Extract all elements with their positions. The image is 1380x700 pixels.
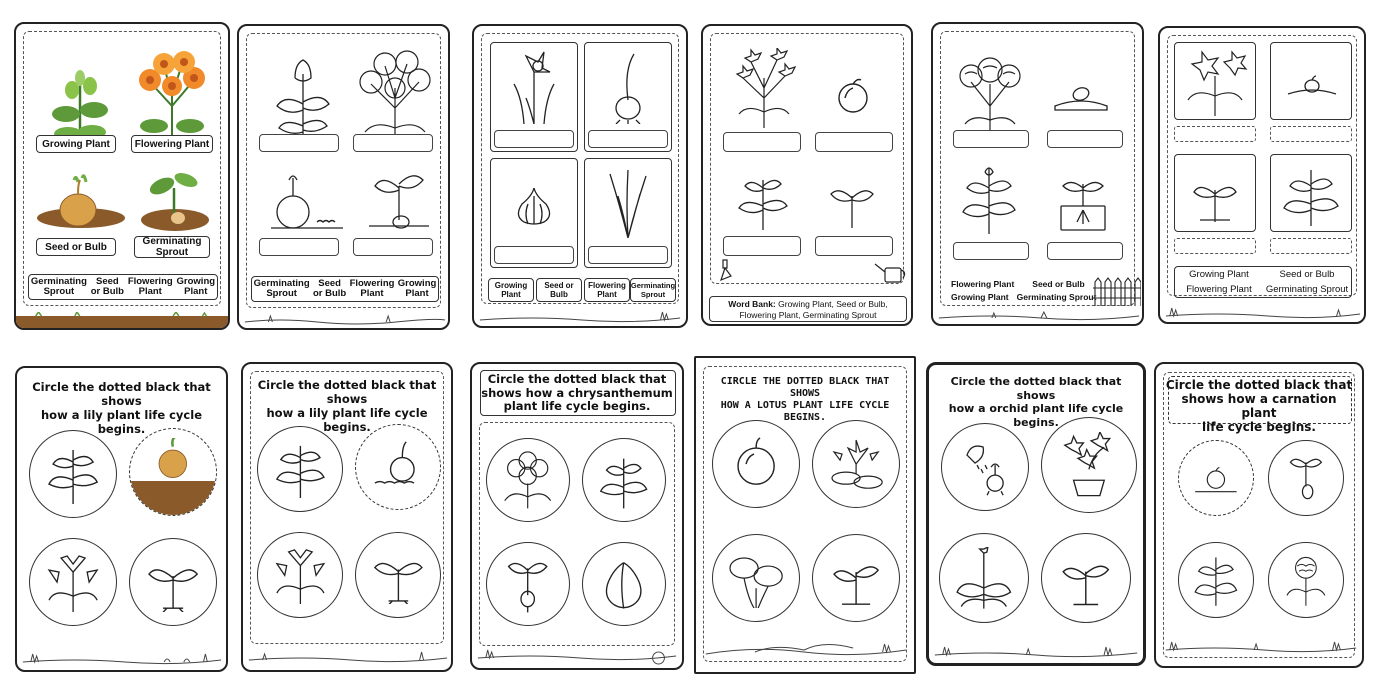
bank-entry: Seed or Bulb: [1032, 279, 1085, 289]
watering-can-icon: [873, 260, 907, 284]
worksheet-card-carnation: [1154, 362, 1364, 668]
bank-tile-germinating: Germinating Sprout: [630, 278, 676, 302]
picture-circle-dotted[interactable]: [129, 428, 217, 516]
picture-circle[interactable]: [1041, 533, 1131, 623]
picture-circle[interactable]: [29, 430, 117, 518]
leafy-shoot-icon: [606, 166, 650, 238]
worksheet-title: Circle the dotted black that shows how a lily plant life cycle begins.: [32, 380, 211, 436]
picture-circle[interactable]: [129, 538, 217, 626]
picture-circle[interactable]: [712, 420, 800, 508]
worksheet-card-orchid: [926, 362, 1146, 666]
answer-box[interactable]: [353, 134, 433, 152]
bulb-color-icon: [36, 174, 126, 230]
picture-circle[interactable]: [486, 438, 570, 522]
bank-entry: Flowering Plant: [1186, 283, 1252, 295]
answer-box[interactable]: [953, 130, 1029, 148]
picture-circle[interactable]: [1268, 440, 1344, 516]
sprout-outline-icon: [369, 168, 429, 232]
answer-box[interactable]: [953, 242, 1029, 260]
answer-box[interactable]: [494, 246, 574, 264]
worksheet-title: Circle the dotted black that shows how a chrysanthemum plant life cycle begins.: [481, 372, 673, 413]
bank-tile-growing: Growing Plant: [488, 278, 534, 302]
picture-circle[interactable]: [1041, 417, 1137, 513]
picture-circle[interactable]: [486, 542, 570, 626]
answer-box[interactable]: [1174, 126, 1256, 142]
picture-circle[interactable]: [712, 534, 800, 622]
bank-entry: Germinating Sprout: [253, 277, 310, 299]
label-growing-plant: Growing Plant: [36, 135, 116, 153]
bank-entry: Seed or Bulb: [90, 275, 124, 297]
bank-entry: Flowering Plant: [349, 277, 395, 299]
leafy-plant-icon: [959, 164, 1019, 234]
worksheet-title: Circle the dotted black that shows how a lily plant life cycle begins.: [257, 378, 437, 434]
word-bank-line: Word Bank: Growing Plant, Seed or Bulb,: [728, 299, 888, 309]
ground-doodle: [474, 306, 686, 326]
picture-circle-dotted[interactable]: [355, 424, 441, 510]
answer-box[interactable]: [815, 236, 893, 256]
ground-doodle: [1156, 628, 1362, 658]
worksheet-card-4: [701, 24, 913, 326]
flowering-bush-icon: [731, 48, 797, 128]
word-bank-box: [1174, 266, 1352, 298]
label-text-line: Sprout: [155, 247, 189, 258]
ground-doodle: [239, 310, 448, 328]
bank-tile-flowering: Flowering Plant: [584, 278, 630, 302]
ground-doodle: [243, 642, 451, 670]
worksheet-title: Circle the dotted black that shows how a carnation plant life cycle begins.: [1165, 378, 1353, 434]
flowering-plant-outline-icon: [355, 48, 435, 148]
answer-box[interactable]: [1270, 238, 1352, 254]
round-bulb-icon: [833, 76, 873, 116]
picture-circle[interactable]: [1178, 542, 1254, 618]
picture-circle[interactable]: [582, 438, 666, 522]
bank-entry: Germinating Sprout: [1016, 292, 1097, 302]
answer-box[interactable]: [353, 238, 433, 256]
hibiscus-plant-icon: [1182, 46, 1248, 116]
worksheet-card-1: [14, 22, 230, 330]
answer-box[interactable]: [1047, 130, 1123, 148]
bank-entry: Seed or Bulb: [1279, 269, 1335, 280]
seedling-icon: [827, 178, 877, 228]
soil-strip: [16, 312, 228, 328]
label-germinating-sprout: [134, 236, 210, 258]
bulb-outline-icon: [267, 172, 347, 230]
young-plant-icon: [735, 170, 791, 230]
worksheet-title: Circle the dotted black that shows how a orchid plant life cycle begins.: [948, 375, 1124, 429]
bank-entry: Seed or Bulb: [312, 277, 347, 299]
picture-circle[interactable]: [939, 533, 1029, 623]
bank-entry: Flowering Plant: [127, 275, 173, 297]
picture-circle[interactable]: [941, 423, 1029, 511]
seed-on-soil-icon: [1051, 78, 1111, 114]
trowel-icon: [717, 258, 735, 282]
ground-doodle: [696, 626, 914, 664]
ground-doodle: [472, 642, 682, 668]
seedling-icon: [1190, 172, 1240, 222]
answer-box[interactable]: [588, 246, 668, 264]
worksheet-card-lily-2: [241, 362, 453, 672]
worksheet-card-chrysanthemum: [470, 362, 684, 670]
worksheet-card-lotus: [694, 356, 916, 674]
ground-doodle: [929, 633, 1143, 663]
answer-box[interactable]: [723, 132, 801, 152]
answer-box[interactable]: [1270, 126, 1352, 142]
answer-box[interactable]: [1047, 242, 1123, 260]
worksheet-card-3: [472, 24, 688, 328]
answer-box[interactable]: [259, 238, 339, 256]
word-bank-box: [251, 276, 439, 302]
answer-box[interactable]: [588, 130, 668, 148]
picture-circle[interactable]: [355, 532, 441, 618]
bank-entry: Growing Plant: [397, 277, 437, 299]
worksheet-card-2: [237, 24, 450, 330]
carnation-plant-icon: [955, 54, 1025, 134]
garlic-bulb-icon: [514, 186, 554, 226]
picture-circle[interactable]: [812, 534, 900, 622]
picture-circle-dotted[interactable]: [1178, 440, 1254, 516]
worksheet-card-6: [1158, 26, 1366, 324]
bank-entry: Germinating Sprout: [1265, 283, 1349, 295]
label-text-line: Germinating: [142, 236, 202, 247]
picture-circle[interactable]: [1268, 542, 1344, 618]
picture-circle[interactable]: [257, 426, 343, 512]
bank-tile-seed: Seed or Bulb: [536, 278, 582, 302]
label-flowering-plant: Flowering Plant: [131, 135, 213, 153]
word-bank-box: [709, 296, 907, 322]
bank-entry: Flowering Plant: [951, 279, 1015, 289]
young-plant-icon: [1282, 160, 1340, 226]
answer-box[interactable]: [1174, 238, 1256, 254]
sprouting-bulb-icon: [604, 50, 654, 124]
bank-entry: Germinating Sprout: [30, 275, 87, 297]
picture-circle[interactable]: [582, 542, 666, 626]
picture-circle[interactable]: [812, 420, 900, 508]
word-bank-line: Flowering Plant, Germinating Sprout: [739, 310, 877, 320]
bank-entry: Growing Plant: [176, 275, 216, 297]
word-bank-box: [28, 274, 218, 300]
worksheet-title: CIRCLE THE DOTTED BLACK THAT SHOWS HOW A LOTUS PLANT LIFE CYCLE BEGINS.: [720, 376, 890, 423]
answer-box[interactable]: [494, 130, 574, 148]
daffodil-icon: [504, 48, 564, 124]
ground-doodle: [933, 302, 1142, 324]
picture-circle[interactable]: [257, 532, 343, 618]
label-seed-or-bulb: Seed or Bulb: [36, 238, 116, 256]
bank-entry: Growing Plant: [951, 292, 1009, 302]
answer-box[interactable]: [815, 132, 893, 152]
answer-box[interactable]: [259, 134, 339, 152]
sprout-color-icon: [140, 170, 210, 232]
bank-entry: Growing Plant: [1189, 269, 1249, 280]
seed-on-soil-icon: [1284, 68, 1340, 100]
picture-circle[interactable]: [29, 538, 117, 626]
ground-doodle: [1160, 298, 1364, 322]
ground-doodle: [17, 644, 226, 670]
worksheet-card-5: [931, 22, 1144, 326]
worksheet-card-lily-1: [15, 366, 228, 672]
potted-sprout-icon: [1057, 176, 1109, 232]
answer-box[interactable]: [723, 236, 801, 256]
